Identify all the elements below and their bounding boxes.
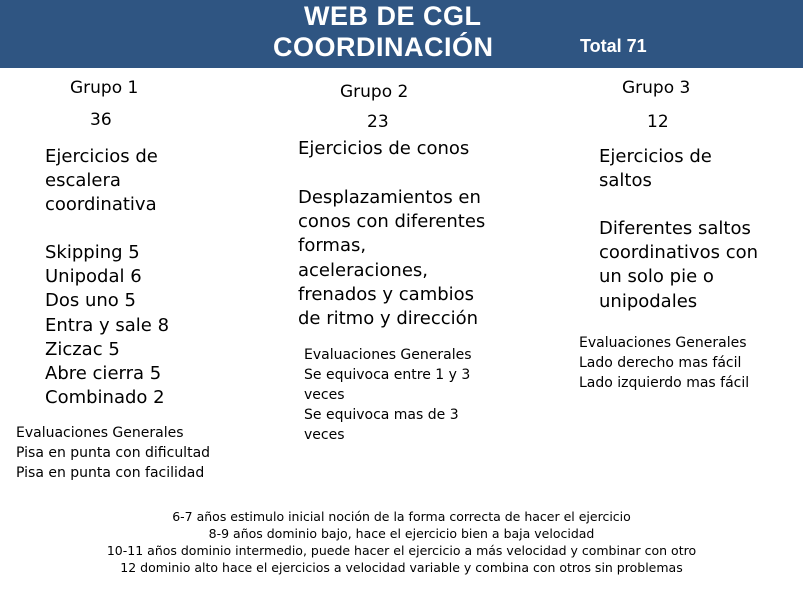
group-2-count: 23 [367, 112, 389, 132]
group-3-detail-line: un solo pie o [599, 266, 714, 288]
group-3-detail-line: coordinativos con [599, 242, 759, 264]
age-level-note: 8-9 años dominio bajo, hace el ejercicio bien a baja velocidad [208, 526, 595, 541]
age-level-note: 10-11 años dominio intermedio, puede hacer el ejercicio a más velocidad y combinar con otro [106, 543, 697, 558]
group-1-detail-line: Combinado 2 [45, 387, 165, 409]
group-1-details [45, 241, 169, 410]
group-3-exercise-line: Ejercicios de [599, 146, 712, 167]
group-2-evaluation-line: veces [304, 427, 345, 443]
group-3-evaluation-line: Evaluaciones Generales [579, 335, 747, 351]
group-1-detail-line: Dos uno 5 [45, 290, 136, 312]
total-count: Total 71 [580, 36, 647, 56]
group-2-exercise [298, 137, 469, 161]
age-level-note: 6-7 años estimulo inicial noción de la forma correcta de hacer el ejercicio [172, 509, 631, 524]
group-3-detail-line: Diferentes saltos [599, 218, 751, 239]
group-2-detail-line: frenados y cambios [298, 283, 475, 305]
group-2-detail-line: Desplazamientos en [298, 187, 481, 208]
group-3-details [599, 217, 758, 314]
group-3-evaluations [579, 333, 749, 393]
group-1-name: Grupo 1 [70, 78, 139, 98]
header-banner [0, 0, 803, 68]
group-3-evaluation-line: Lado derecho mas fácil [579, 355, 742, 371]
group-2-exercise-line: Ejercicios de conos [298, 138, 470, 159]
group-2-evaluation-line: Se equivoca mas de 3 [304, 407, 459, 423]
group-1-detail-line: Entra y sale 8 [45, 314, 170, 336]
group-1-evaluations [16, 423, 210, 483]
group-3-exercise-line: saltos [599, 170, 652, 192]
group-2-name: Grupo 2 [340, 82, 409, 102]
group-3-name: Grupo 3 [622, 78, 691, 98]
group-1-evaluation-line: Pisa en punta con dificultad [16, 445, 211, 461]
group-1-exercise [45, 145, 158, 218]
group-1-exercise-line: Ejercicios de [45, 146, 158, 167]
group-2-detail-line: formas, [298, 235, 367, 257]
group-1-evaluation-line: Pisa en punta con facilidad [16, 465, 205, 481]
group-2-evaluations [304, 345, 472, 445]
page-title-line-2: COORDINACIÓN [273, 32, 494, 62]
group-2-detail-line: de ritmo y dirección [298, 308, 479, 330]
group-2-evaluation-line: Se equivoca entre 1 y 3 [304, 367, 471, 383]
group-1-detail-line: Abre cierra 5 [45, 363, 162, 385]
group-3-count: 12 [647, 112, 669, 132]
group-3-exercise [599, 145, 712, 193]
age-level-notes [0, 508, 803, 576]
group-3-evaluation-line: Lado izquierdo mas fácil [579, 375, 750, 391]
group-1-evaluation-line: Evaluaciones Generales [16, 425, 184, 441]
page-title-line-1: WEB DE CGL [304, 1, 482, 31]
group-2-detail-line: aceleraciones, [298, 259, 428, 281]
group-1-detail-line: Skipping 5 [45, 242, 140, 263]
group-1-detail-line: Unipodal 6 [45, 266, 142, 288]
group-1-detail-line: Ziczac 5 [45, 338, 120, 360]
group-2-evaluation-line: Evaluaciones Generales [304, 347, 472, 363]
group-1-count: 36 [90, 110, 112, 130]
group-3-detail-line: unipodales [599, 290, 698, 312]
group-2-detail-line: conos con diferentes [298, 211, 486, 233]
group-2-evaluation-line: veces [304, 387, 345, 403]
group-2-details [298, 186, 485, 331]
age-level-note: 12 dominio alto hace el ejercicios a velocidad variable y combina con otros sin problemas [120, 560, 683, 575]
group-1-exercise-line: coordinativa [45, 194, 157, 216]
group-1-exercise-line: escalera [45, 170, 121, 192]
